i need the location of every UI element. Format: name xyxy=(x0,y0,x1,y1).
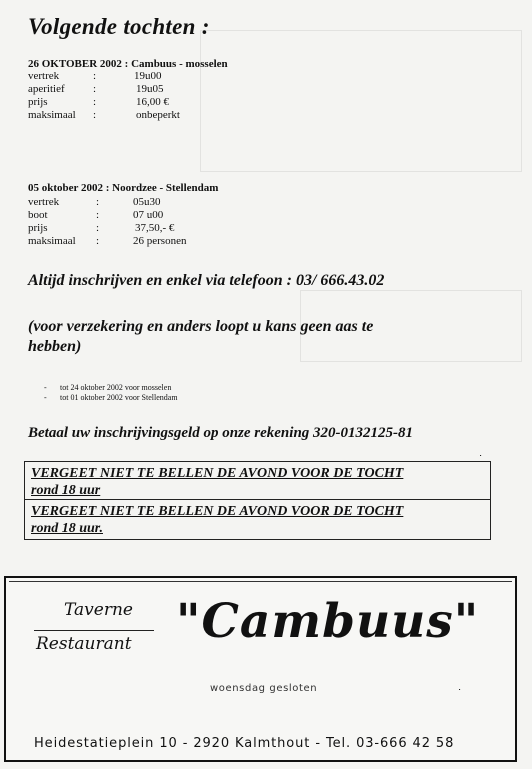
row-value: 05u30 xyxy=(133,196,161,208)
row-colon: : xyxy=(93,109,97,121)
insurance-line-2: hebben) xyxy=(28,338,82,355)
row-label: aperitief xyxy=(28,83,65,95)
reminder-2-line-1: VERGEET NIET TE BELLEN DE AVOND VOOR DE TOCHT xyxy=(31,504,404,519)
taverne-underline xyxy=(34,630,154,631)
taverne-label: Taverne xyxy=(64,600,133,620)
row-colon: : xyxy=(96,196,100,208)
payment-line: Betaal uw inschrijvingsgeld op onze rekening 320-0132125-81 xyxy=(28,425,414,441)
insurance-line-1: (voor verzekering en anders loopt u kans geen aas te xyxy=(28,318,374,335)
deadline-list xyxy=(40,383,340,403)
speck-mark: ⋅ xyxy=(479,451,483,462)
speck-mark: ⋅ xyxy=(458,685,462,696)
list-item: - tot 01 oktober 2002 voor Stellendam xyxy=(40,393,340,403)
row-label: vertrek xyxy=(28,70,60,82)
row-label: maksimaal xyxy=(28,109,76,121)
reminder-2-line-2: rond 18 uur. xyxy=(31,521,103,536)
list-item: - tot 24 oktober 2002 voor mosselen xyxy=(40,383,340,393)
show-through-frame-top xyxy=(200,30,522,172)
row-value: 16,00 € xyxy=(136,96,169,108)
row-label: prijs xyxy=(28,96,48,108)
address-line: Heidestatieplein 10 - 2920 Kalmthout - Tel. 03-666 42 58 xyxy=(34,736,455,751)
reminder-box xyxy=(24,461,491,540)
row-label: maksimaal xyxy=(28,235,76,247)
row-colon: : xyxy=(96,222,100,234)
row-colon: : xyxy=(93,96,97,108)
row-label: vertrek xyxy=(28,196,60,208)
restaurant-label: Restaurant xyxy=(36,634,132,654)
page-heading: Volgende tochten : xyxy=(28,14,210,39)
row-label: boot xyxy=(28,209,48,221)
phone-line: Altijd inschrijven en enkel via telefoon : 03/ 666.43.02 xyxy=(28,272,385,289)
closed-day-note: woensdag gesloten xyxy=(210,683,318,694)
row-colon: : xyxy=(96,209,100,221)
trip-2-title: 05 oktober 2002 : Noordzee - Stellendam xyxy=(28,182,219,194)
row-colon: : xyxy=(93,70,97,82)
row-value: 19u05 xyxy=(136,83,164,95)
row-colon: : xyxy=(93,83,97,95)
row-value: 07 u00 xyxy=(133,209,164,221)
advertisement-box xyxy=(4,576,517,762)
reminder-1-line-2: rond 18 uur xyxy=(31,483,101,498)
row-value: 19u00 xyxy=(134,70,162,82)
reminder-1-line-1: VERGEET NIET TE BELLEN DE AVOND VOOR DE TOCHT xyxy=(31,466,404,481)
row-colon: : xyxy=(96,235,100,247)
row-value: 37,50,- € xyxy=(135,222,175,234)
row-value: onbeperkt xyxy=(136,109,180,121)
divider xyxy=(25,499,490,500)
trip-1-title: 26 OKTOBER 2002 : Cambuus - mosselen xyxy=(28,58,228,70)
row-label: prijs xyxy=(28,222,48,234)
cambuus-logo-text: "Cambuus" xyxy=(176,594,480,649)
row-value: 26 personen xyxy=(133,235,187,247)
